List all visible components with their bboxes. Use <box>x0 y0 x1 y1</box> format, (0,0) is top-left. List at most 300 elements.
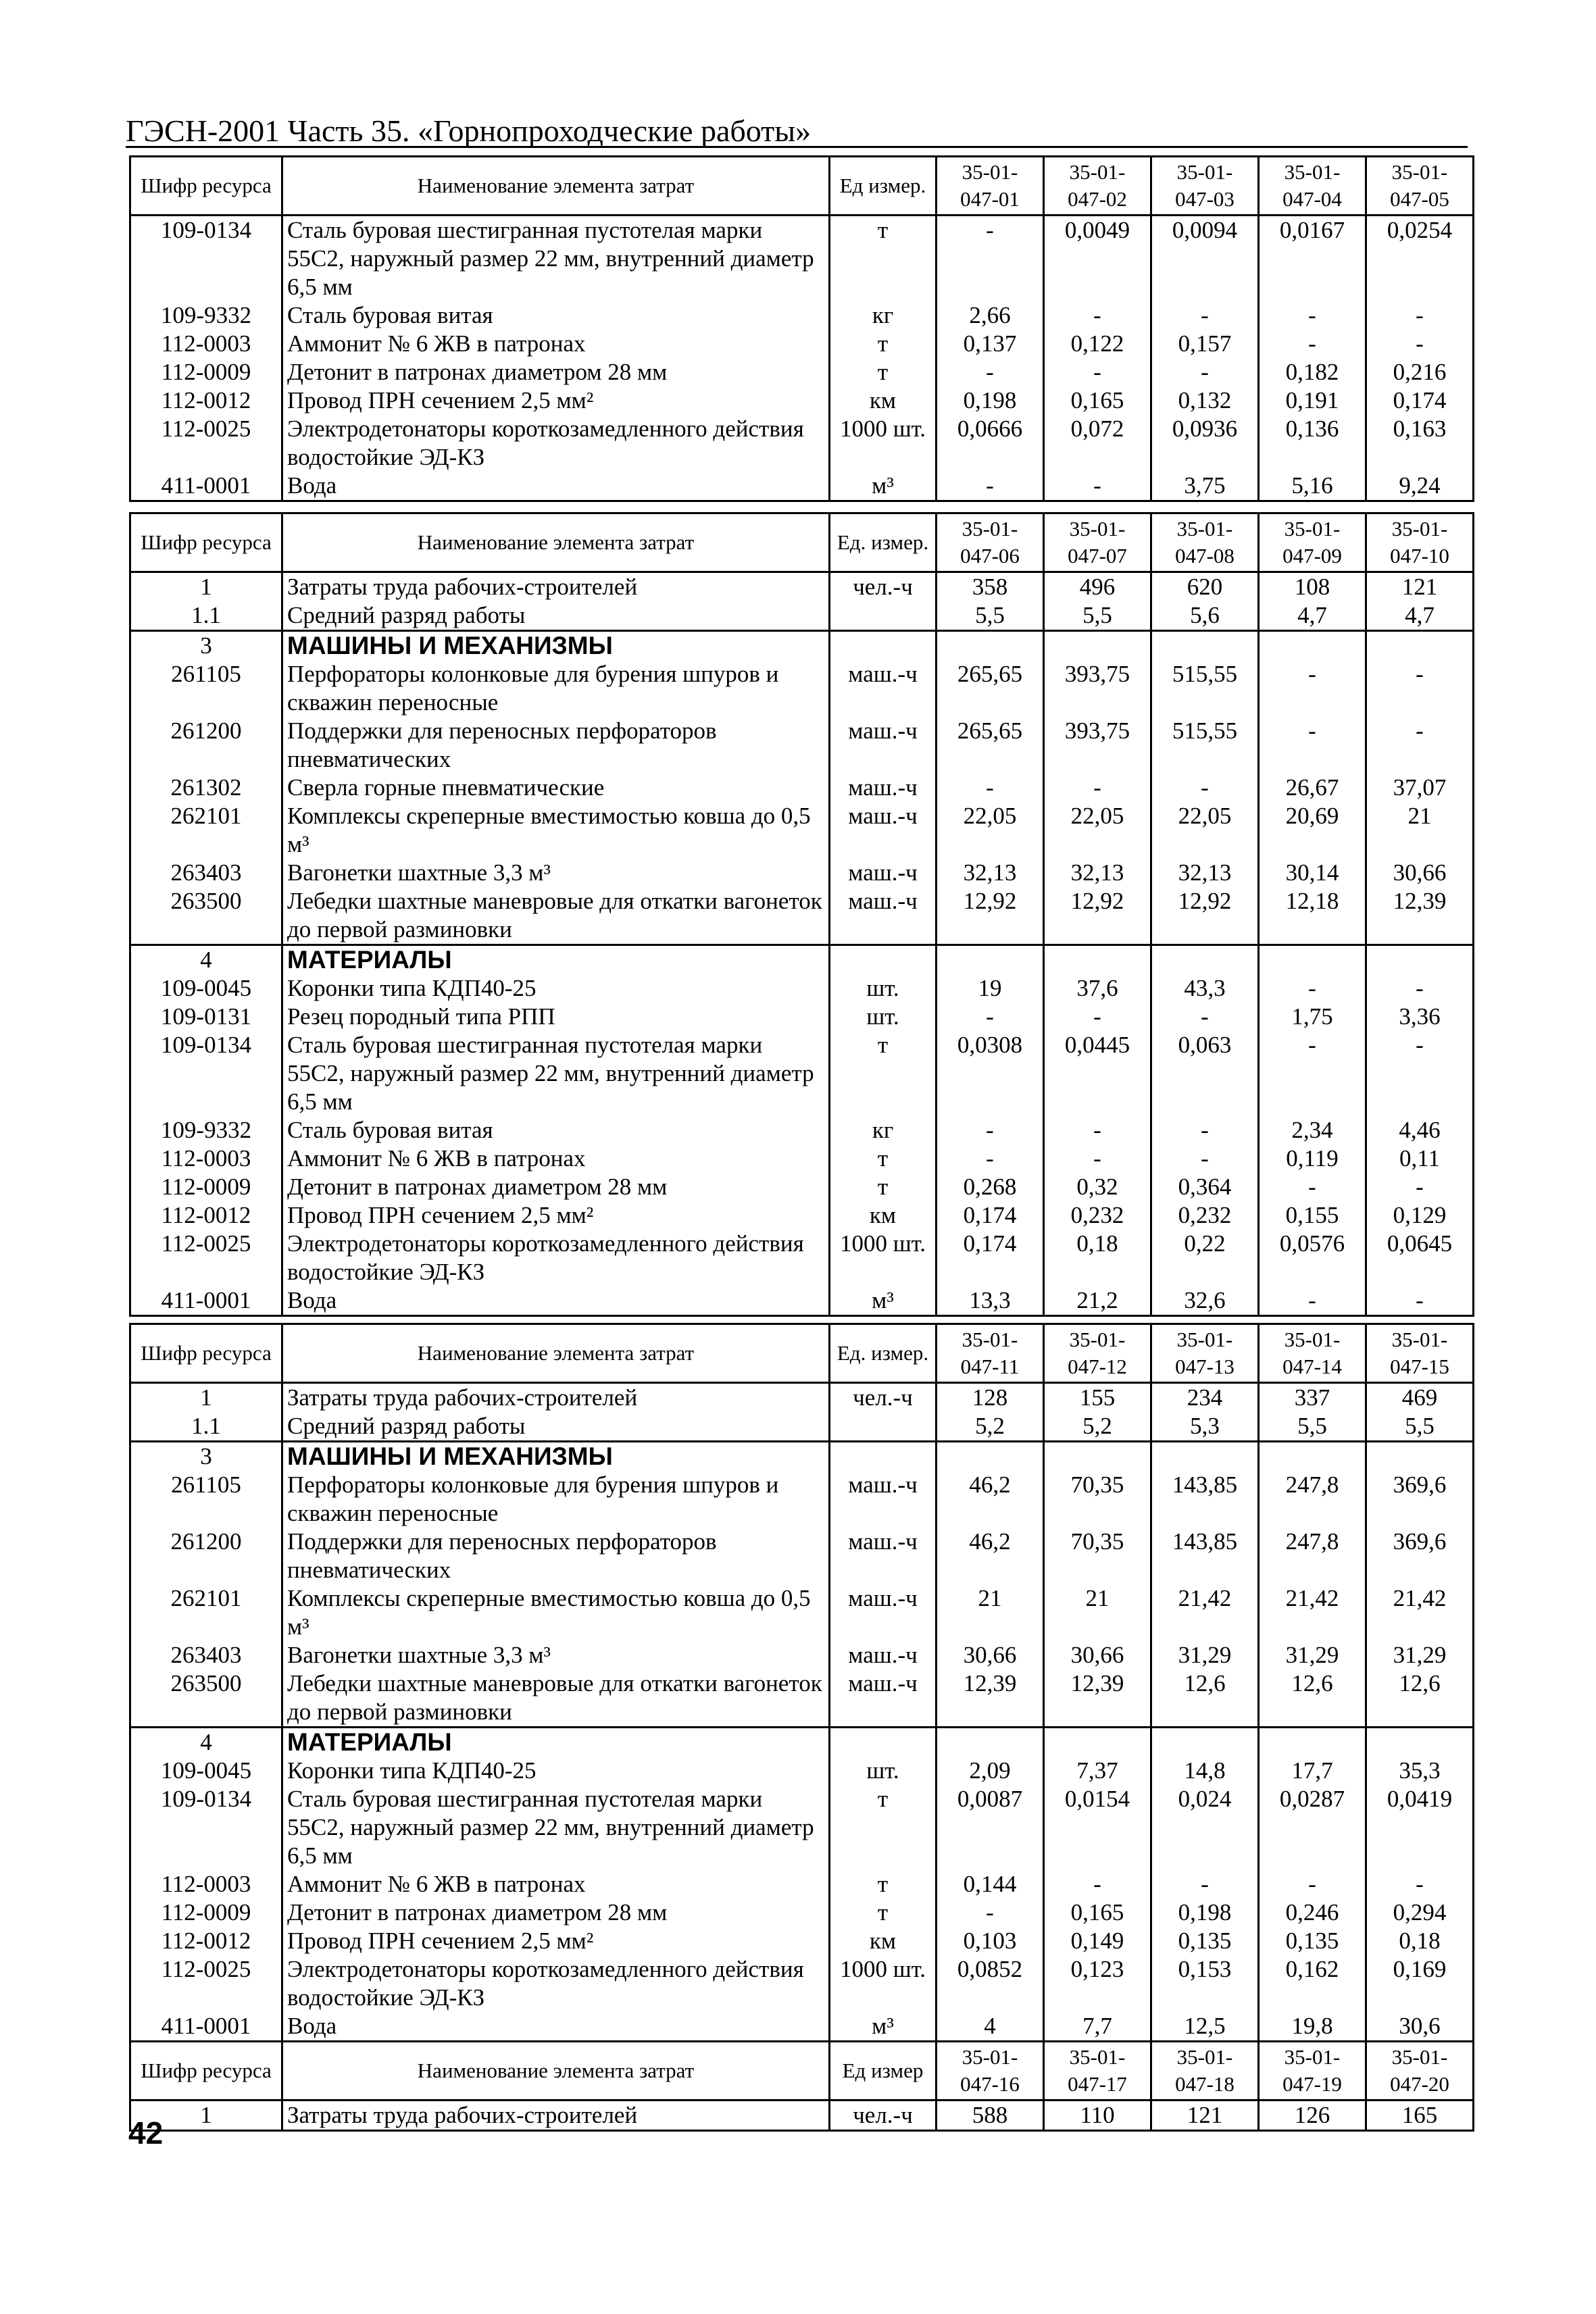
value-cell: 14,8 <box>1151 1757 1259 1785</box>
value-cell: 265,65 <box>937 660 1044 717</box>
value-cell: - <box>1366 1286 1474 1316</box>
element-name: Резец породный типа РПП <box>282 1003 830 1031</box>
resource-code: 3 <box>130 631 282 661</box>
table-row <box>130 1898 1474 1927</box>
element-name: Затраты труда рабочих-строителей <box>282 1383 830 1413</box>
value-cell: 0,198 <box>1151 1898 1259 1927</box>
unit-cell <box>830 1412 937 1442</box>
unit-cell: шт. <box>830 1757 937 1785</box>
norm-code-part: 35-01- 047-17 <box>1068 2045 1127 2096</box>
table-row <box>130 1230 1474 1286</box>
unit-cell: т <box>830 1870 937 1898</box>
value-cell: - <box>1044 301 1151 330</box>
value-cell: 22,05 <box>1151 802 1259 859</box>
value-cell: 0,135 <box>1259 1927 1366 1955</box>
value-cell: 0,024 <box>1151 1785 1259 1870</box>
value-cell: 0,169 <box>1366 1955 1474 2012</box>
table-row <box>130 1785 1474 1870</box>
value-cell: - <box>1259 1173 1366 1201</box>
unit-cell <box>830 601 937 631</box>
value-cell <box>1151 631 1259 661</box>
table-row <box>130 301 1474 330</box>
value-cell: 21,42 <box>1151 1584 1259 1641</box>
table-body <box>130 2101 1474 2131</box>
resource-code: 109-0131 <box>130 1003 282 1031</box>
value-cell <box>937 1728 1044 1757</box>
value-cell <box>1044 1442 1151 1472</box>
value-cell: - <box>937 358 1044 386</box>
table-row <box>130 1584 1474 1641</box>
value-cell: 12,92 <box>1044 887 1151 945</box>
unit-cell: маш.-ч <box>830 887 937 945</box>
section-row <box>130 1442 1474 1472</box>
value-cell: - <box>1044 358 1151 386</box>
header-row <box>130 513 1474 572</box>
norm-code-part: 35-01- 047-08 <box>1175 517 1235 568</box>
unit-cell: т <box>830 358 937 386</box>
unit-cell: кг <box>830 1116 937 1145</box>
table-body <box>130 572 1474 1316</box>
value-cell: 0,246 <box>1259 1898 1366 1927</box>
value-cell: 337 <box>1259 1383 1366 1413</box>
unit-cell: т <box>830 1145 937 1173</box>
value-cell: 0,174 <box>937 1201 1044 1230</box>
element-name: Аммонит № 6 ЖВ в патронах <box>282 1870 830 1898</box>
value-cell: 32,13 <box>1151 859 1259 887</box>
element-name: Детонит в патронах диаметром 28 мм <box>282 358 830 386</box>
resource-code: 411-0001 <box>130 472 282 501</box>
norm-code-part: 35-01- 047-19 <box>1282 2045 1342 2096</box>
value-cell: 30,6 <box>1366 2012 1474 2042</box>
value-cell: - <box>1259 660 1366 717</box>
element-name: Сталь буровая витая <box>282 301 830 330</box>
value-cell <box>1044 631 1151 661</box>
col-header-norm-code <box>1259 2042 1366 2101</box>
value-cell: 0,0666 <box>937 415 1044 472</box>
value-cell: 5,2 <box>1044 1412 1151 1442</box>
col-header-code: Шифр ресурса <box>130 2042 282 2101</box>
value-cell: 0,155 <box>1259 1201 1366 1230</box>
value-cell <box>1151 1442 1259 1472</box>
col-header-norm-code <box>1044 513 1151 572</box>
col-header-norm-code <box>1151 513 1259 572</box>
table-row <box>130 1927 1474 1955</box>
resource-code: 109-0045 <box>130 974 282 1003</box>
col-header-name: Наименование элемента затрат <box>282 1324 830 1383</box>
value-cell: 0,18 <box>1044 1230 1151 1286</box>
resource-code: 261105 <box>130 1471 282 1528</box>
resource-code: 262101 <box>130 802 282 859</box>
value-cell: 515,55 <box>1151 660 1259 717</box>
value-cell: 0,294 <box>1366 1898 1474 1927</box>
norm-code-part: 35-01- 047-02 <box>1068 160 1127 211</box>
element-name: Сталь буровая витая <box>282 1116 830 1145</box>
table-row <box>130 1201 1474 1230</box>
value-cell: 265,65 <box>937 717 1044 774</box>
element-name: Вода <box>282 2012 830 2042</box>
resource-code: 109-0134 <box>130 216 282 302</box>
col-header-unit: Ед. измер. <box>830 1324 937 1383</box>
section-row <box>130 1728 1474 1757</box>
norm-code-part: 35-01- 047-13 <box>1175 1328 1235 1378</box>
resource-code: 4 <box>130 1728 282 1757</box>
table-header <box>130 157 1474 216</box>
value-cell: 12,92 <box>1151 887 1259 945</box>
element-name: Провод ПРН сечением 2,5 мм² <box>282 386 830 415</box>
value-cell <box>1366 1728 1474 1757</box>
resource-code: 112-0025 <box>130 415 282 472</box>
value-cell: 0,32 <box>1044 1173 1151 1201</box>
element-name: Провод ПРН сечением 2,5 мм² <box>282 1201 830 1230</box>
resource-code: 1.1 <box>130 601 282 631</box>
value-cell: 37,6 <box>1044 974 1151 1003</box>
value-cell <box>1259 1442 1366 1472</box>
value-cell: 0,129 <box>1366 1201 1474 1230</box>
norm-code-part: 35-01- 047-11 <box>960 1328 1020 1378</box>
unit-cell: т <box>830 1031 937 1116</box>
table-row <box>130 1031 1474 1116</box>
value-cell: 4,7 <box>1259 601 1366 631</box>
value-cell: 620 <box>1151 572 1259 602</box>
value-cell: - <box>1151 1145 1259 1173</box>
unit-cell: маш.-ч <box>830 1641 937 1669</box>
element-name: Затраты труда рабочих-строителей <box>282 572 830 602</box>
table-row <box>130 717 1474 774</box>
value-cell: 0,119 <box>1259 1145 1366 1173</box>
value-cell: 0,122 <box>1044 330 1151 358</box>
value-cell: - <box>1259 1031 1366 1116</box>
unit-cell: 1000 шт. <box>830 1230 937 1286</box>
table-block-2 <box>129 512 1472 1317</box>
value-cell: - <box>1366 1870 1474 1898</box>
resource-code: 262101 <box>130 1584 282 1641</box>
unit-cell: чел.-ч <box>830 572 937 602</box>
value-cell: 0,157 <box>1151 330 1259 358</box>
value-cell: 5,3 <box>1151 1412 1259 1442</box>
col-header-unit: Ед измер <box>830 2042 937 2101</box>
value-cell: 128 <box>937 1383 1044 1413</box>
value-cell: 35,3 <box>1366 1757 1474 1785</box>
table-row <box>130 859 1474 887</box>
value-cell: 26,67 <box>1259 774 1366 802</box>
table-row <box>130 660 1474 717</box>
unit-cell: шт. <box>830 974 937 1003</box>
element-name: Поддержки для переносных перфораторов пневматических <box>282 1528 830 1584</box>
norm-code-part: 35-01- 047-07 <box>1068 517 1127 568</box>
value-cell: 5,6 <box>1151 601 1259 631</box>
resource-code: 112-0003 <box>130 330 282 358</box>
value-cell <box>1044 1728 1151 1757</box>
value-cell: 70,35 <box>1044 1528 1151 1584</box>
value-cell: - <box>1259 301 1366 330</box>
element-name: Вода <box>282 1286 830 1316</box>
value-cell: 30,14 <box>1259 859 1366 887</box>
resource-code: 4 <box>130 945 282 975</box>
value-cell: 588 <box>937 2101 1044 2131</box>
value-cell: 70,35 <box>1044 1471 1151 1528</box>
value-cell: 31,29 <box>1259 1641 1366 1669</box>
norm-code-part: 35-01- 047-18 <box>1175 2045 1235 2096</box>
norm-code-part: 35-01- 047-05 <box>1390 160 1449 211</box>
value-cell: 43,3 <box>1151 974 1259 1003</box>
table-row <box>130 601 1474 631</box>
value-cell: 31,29 <box>1366 1641 1474 1669</box>
unit-cell: маш.-ч <box>830 802 937 859</box>
unit-cell: шт. <box>830 1003 937 1031</box>
value-cell: 22,05 <box>937 802 1044 859</box>
col-header-name: Наименование элемента затрат <box>282 2042 830 2101</box>
value-cell: 0,182 <box>1259 358 1366 386</box>
value-cell: 0,232 <box>1151 1201 1259 1230</box>
value-cell: 12,6 <box>1151 1669 1259 1728</box>
table-row <box>130 1145 1474 1173</box>
value-cell: - <box>1259 717 1366 774</box>
table-block-3 <box>129 1323 1472 2042</box>
col-header-norm-code <box>937 157 1044 216</box>
resource-code: 411-0001 <box>130 2012 282 2042</box>
value-cell: - <box>1366 974 1474 1003</box>
norm-code-part: 35-01- 047-04 <box>1282 160 1342 211</box>
value-cell: 17,7 <box>1259 1757 1366 1785</box>
col-header-norm-code <box>1366 513 1474 572</box>
value-cell: 126 <box>1259 2101 1366 2131</box>
value-cell: 165 <box>1366 2101 1474 2131</box>
value-cell: 0,136 <box>1259 415 1366 472</box>
value-cell: 21 <box>937 1584 1044 1641</box>
element-name: Вагонетки шахтные 3,3 м³ <box>282 1641 830 1669</box>
table-body <box>130 216 1474 501</box>
resource-code: 3 <box>130 1442 282 1472</box>
col-header-unit: Ед. измер. <box>830 513 937 572</box>
table-row <box>130 1383 1474 1413</box>
value-cell: 12,39 <box>937 1669 1044 1728</box>
resource-code: 112-0025 <box>130 1955 282 2012</box>
element-name: Вагонетки шахтные 3,3 м³ <box>282 859 830 887</box>
value-cell: 0,18 <box>1366 1927 1474 1955</box>
value-cell: 12,92 <box>937 887 1044 945</box>
col-header-norm-code <box>937 513 1044 572</box>
unit-cell: т <box>830 216 937 302</box>
table-row <box>130 974 1474 1003</box>
norm-code-part: 35-01- 047-14 <box>1282 1328 1342 1378</box>
value-cell: 247,8 <box>1259 1471 1366 1528</box>
value-cell: - <box>1259 974 1366 1003</box>
col-header-norm-code <box>1044 157 1151 216</box>
col-header-norm-code <box>1151 2042 1259 2101</box>
element-name: Коронки типа КДП40-25 <box>282 1757 830 1785</box>
value-cell <box>1259 945 1366 975</box>
value-cell <box>1044 945 1151 975</box>
element-name: Электродетонаторы короткозамедленного действия водостойкие ЭД-КЗ <box>282 415 830 472</box>
element-name: Перфораторы колонковые для бурения шпуров и скважин переносные <box>282 660 830 717</box>
value-cell: - <box>1259 1870 1366 1898</box>
value-cell: 358 <box>937 572 1044 602</box>
resource-code: 1 <box>130 572 282 602</box>
col-header-norm-code <box>1366 2042 1474 2101</box>
resource-code: 411-0001 <box>130 1286 282 1316</box>
value-cell <box>937 945 1044 975</box>
value-cell: 0,0852 <box>937 1955 1044 2012</box>
col-header-norm-code <box>1259 157 1366 216</box>
value-cell: 4 <box>937 2012 1044 2042</box>
col-header-code: Шифр ресурса <box>130 1324 282 1383</box>
value-cell: 30,66 <box>937 1641 1044 1669</box>
value-cell: 0,22 <box>1151 1230 1259 1286</box>
element-name: Аммонит № 6 ЖВ в патронах <box>282 330 830 358</box>
resource-code: 112-0009 <box>130 358 282 386</box>
value-cell: - <box>1366 660 1474 717</box>
value-cell: 21,42 <box>1259 1584 1366 1641</box>
norm-code-part: 35-01- 047-06 <box>960 517 1020 568</box>
value-cell: 4,7 <box>1366 601 1474 631</box>
col-header-norm-code <box>1044 2042 1151 2101</box>
value-cell: 13,3 <box>937 1286 1044 1316</box>
element-name: Провод ПРН сечением 2,5 мм² <box>282 1927 830 1955</box>
unit-cell: 1000 шт. <box>830 1955 937 2012</box>
resource-code: 261105 <box>130 660 282 717</box>
unit-cell: маш.-ч <box>830 660 937 717</box>
norm-code-part: 35-01- 047-01 <box>960 160 1020 211</box>
header-row <box>130 2042 1474 2101</box>
value-cell: 0,0576 <box>1259 1230 1366 1286</box>
unit-cell: м³ <box>830 2012 937 2042</box>
resource-code: 109-9332 <box>130 1116 282 1145</box>
element-name: Вода <box>282 472 830 501</box>
unit-cell <box>830 1442 937 1472</box>
value-cell: 0,0936 <box>1151 415 1259 472</box>
value-cell: 0,0087 <box>937 1785 1044 1870</box>
resource-code: 109-0045 <box>130 1757 282 1785</box>
resource-code: 109-0134 <box>130 1785 282 1870</box>
table-row <box>130 1870 1474 1898</box>
resource-code: 112-0025 <box>130 1230 282 1286</box>
col-header-code: Шифр ресурса <box>130 157 282 216</box>
page-number: 42 <box>128 2115 164 2150</box>
resource-code: 1 <box>130 1383 282 1413</box>
element-name: Детонит в патронах диаметром 28 мм <box>282 1898 830 1927</box>
value-cell: - <box>937 1003 1044 1031</box>
value-cell: 31,29 <box>1151 1641 1259 1669</box>
value-cell: 3,36 <box>1366 1003 1474 1031</box>
unit-cell: т <box>830 1785 937 1870</box>
value-cell: 393,75 <box>1044 660 1151 717</box>
value-cell: 2,66 <box>937 301 1044 330</box>
cost-table <box>129 512 1474 1317</box>
table-row <box>130 386 1474 415</box>
element-name: Электродетонаторы короткозамедленного действия водостойкие ЭД-КЗ <box>282 1955 830 2012</box>
value-cell: - <box>937 1145 1044 1173</box>
section-title: МАШИНЫ И МЕХАНИЗМЫ <box>282 1442 830 1472</box>
resource-code: 112-0012 <box>130 386 282 415</box>
value-cell: 0,137 <box>937 330 1044 358</box>
resource-code: 1.1 <box>130 1412 282 1442</box>
table-row <box>130 1641 1474 1669</box>
value-cell: 247,8 <box>1259 1528 1366 1584</box>
resource-code: 261200 <box>130 1528 282 1584</box>
element-name: Комплексы скреперные вместимостью ковша до 0,5 м³ <box>282 802 830 859</box>
table-row <box>130 1955 1474 2012</box>
unit-cell: чел.-ч <box>830 2101 937 2131</box>
value-cell: 0,165 <box>1044 386 1151 415</box>
table-row <box>130 1528 1474 1584</box>
resource-code: 112-0003 <box>130 1870 282 1898</box>
value-cell <box>1259 1728 1366 1757</box>
header-row <box>130 157 1474 216</box>
unit-cell <box>830 631 937 661</box>
value-cell: 0,0167 <box>1259 216 1366 302</box>
table-row <box>130 887 1474 945</box>
value-cell: 22,05 <box>1044 802 1151 859</box>
value-cell: 121 <box>1366 572 1474 602</box>
unit-cell: маш.-ч <box>830 1584 937 1641</box>
value-cell: 21 <box>1044 1584 1151 1641</box>
norm-code-part: 35-01- 047-09 <box>1282 517 1342 568</box>
section-title: МАШИНЫ И МЕХАНИЗМЫ <box>282 631 830 661</box>
value-cell: 0,0287 <box>1259 1785 1366 1870</box>
value-cell: 32,13 <box>937 859 1044 887</box>
resource-code: 261302 <box>130 774 282 802</box>
resource-code: 263403 <box>130 859 282 887</box>
value-cell: 0,144 <box>937 1870 1044 1898</box>
unit-cell <box>830 1728 937 1757</box>
unit-cell: маш.-ч <box>830 717 937 774</box>
col-header-code: Шифр ресурса <box>130 513 282 572</box>
table-row <box>130 216 1474 302</box>
unit-cell: маш.-ч <box>830 1471 937 1528</box>
element-name: Лебедки шахтные маневровые для откатки вагонеток до первой разминовки <box>282 887 830 945</box>
value-cell: 108 <box>1259 572 1366 602</box>
value-cell: 30,66 <box>1044 1641 1151 1669</box>
value-cell: 21,2 <box>1044 1286 1151 1316</box>
value-cell: 0,153 <box>1151 1955 1259 2012</box>
col-header-norm-code <box>1366 157 1474 216</box>
col-header-name: Наименование элемента затрат <box>282 513 830 572</box>
value-cell: 0,072 <box>1044 415 1151 472</box>
value-cell <box>937 1442 1044 1472</box>
resource-code: 109-0134 <box>130 1031 282 1116</box>
value-cell: 0,232 <box>1044 1201 1151 1230</box>
value-cell: 0,174 <box>1366 386 1474 415</box>
value-cell: - <box>1259 330 1366 358</box>
unit-cell: т <box>830 330 937 358</box>
value-cell: 0,198 <box>937 386 1044 415</box>
unit-cell: м³ <box>830 472 937 501</box>
value-cell <box>937 631 1044 661</box>
col-header-norm-code <box>1366 1324 1474 1383</box>
value-cell: 0,191 <box>1259 386 1366 415</box>
unit-cell <box>830 945 937 975</box>
table-row <box>130 774 1474 802</box>
unit-cell: кг <box>830 301 937 330</box>
element-name: Комплексы скреперные вместимостью ковша до 0,5 м³ <box>282 1584 830 1641</box>
value-cell: 0,163 <box>1366 415 1474 472</box>
norm-code-part: 35-01- 047-03 <box>1175 160 1235 211</box>
element-name: Сверла горные пневматические <box>282 774 830 802</box>
value-cell: - <box>1366 1173 1474 1201</box>
value-cell: 32,6 <box>1151 1286 1259 1316</box>
norm-code-part: 35-01- 047-20 <box>1390 2045 1449 2096</box>
table-row <box>130 2101 1474 2131</box>
norm-code-part: 35-01- 047-12 <box>1068 1328 1127 1378</box>
value-cell: 37,07 <box>1366 774 1474 802</box>
element-name: Поддержки для переносных перфораторов пневматических <box>282 717 830 774</box>
value-cell: 0,063 <box>1151 1031 1259 1116</box>
value-cell: 0,162 <box>1259 1955 1366 2012</box>
value-cell: 0,0254 <box>1366 216 1474 302</box>
unit-cell: км <box>830 1927 937 1955</box>
resource-code: 112-0003 <box>130 1145 282 1173</box>
element-name: Затраты труда рабочих-строителей <box>282 2101 830 2131</box>
